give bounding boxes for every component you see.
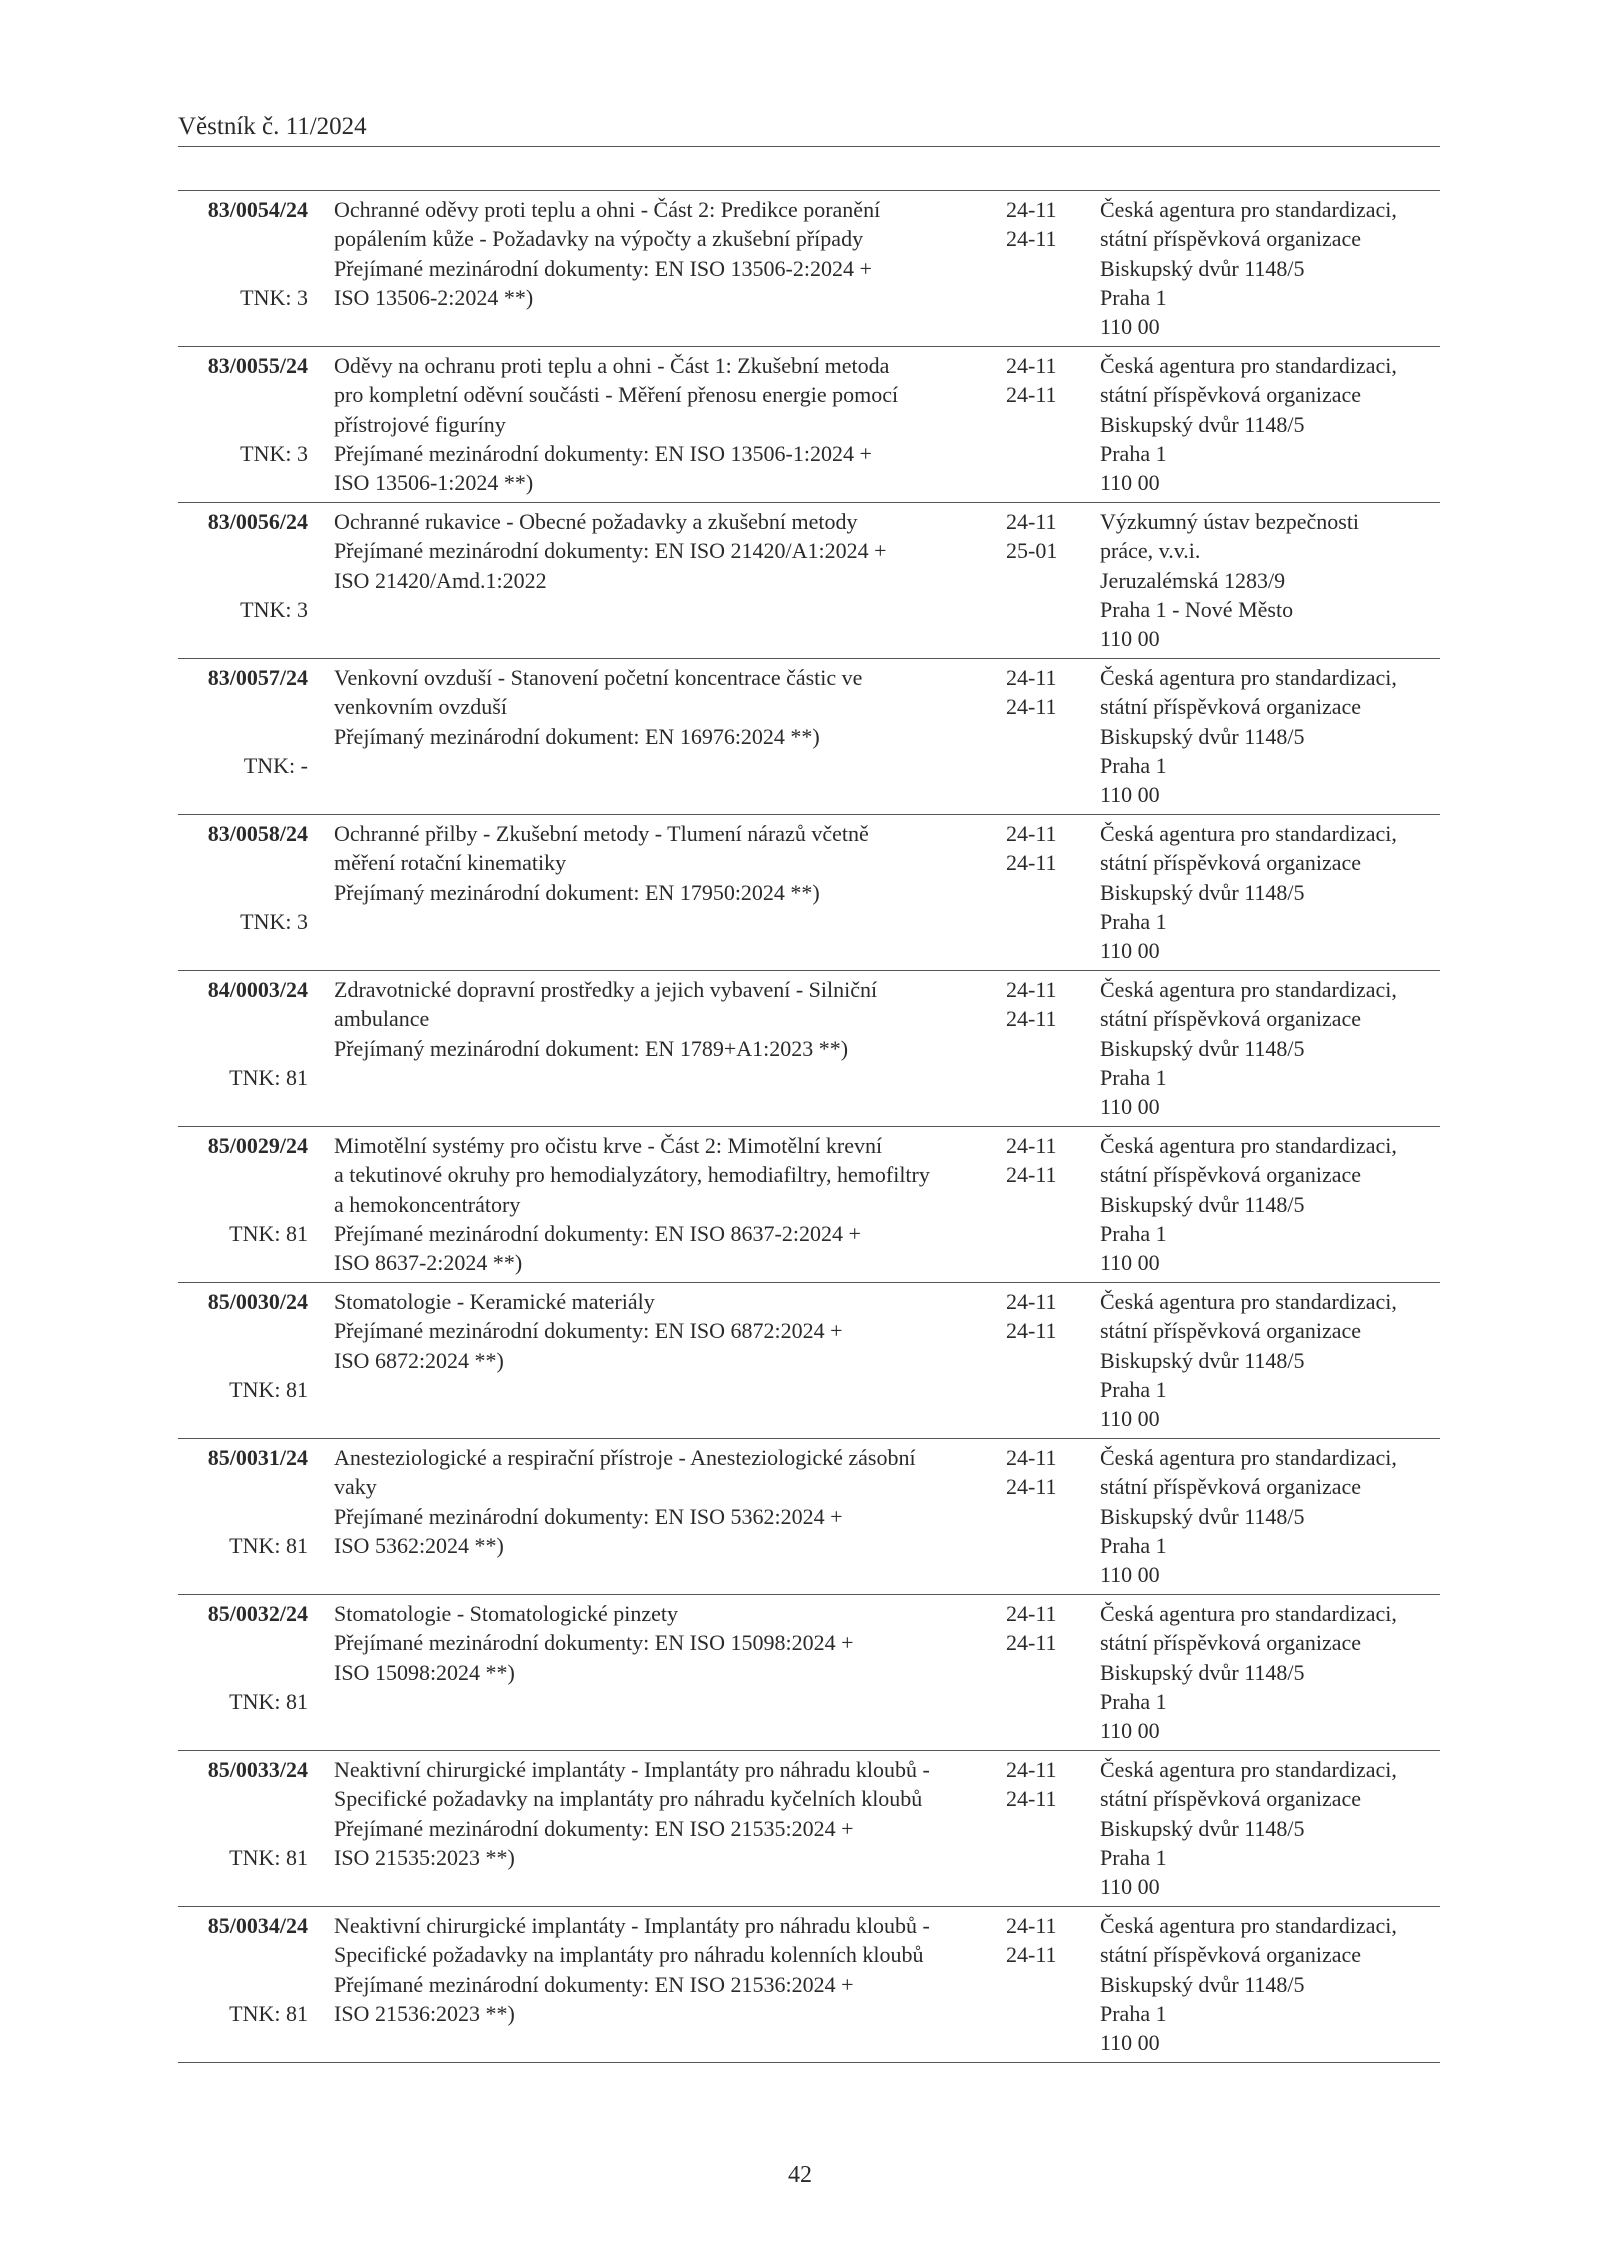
title-line: Neaktivní chirurgické implantáty - Implantáty pro náhradu kloubů - — [334, 1913, 930, 1938]
organization-line: Praha 1 — [1100, 1688, 1167, 1714]
row-code-cell — [178, 1911, 308, 2058]
standard-title-cell — [334, 195, 994, 312]
dates-cell — [1006, 1911, 1076, 1970]
title-line: ISO 21536:2023 **) — [334, 2000, 515, 2026]
title-line: Přejímané mezinárodní dokumenty: EN ISO 21535:2024 + — [334, 1815, 854, 1841]
tnk-label: TNK: 3 — [240, 908, 308, 934]
row-code-cell — [178, 351, 308, 498]
title-line: Přejímané mezinárodní dokumenty: EN ISO 6872:2024 + — [334, 1318, 843, 1344]
organization-line: Česká agentura pro standardizaci, — [1100, 1601, 1397, 1626]
date-value: 24-11 — [1006, 382, 1057, 408]
standard-code: 85/0030/24 — [207, 1289, 308, 1314]
row-code-cell — [178, 975, 308, 1122]
organization-line: 110 00 — [1100, 1562, 1160, 1588]
standard-title-cell — [334, 819, 994, 907]
row-code-cell — [178, 663, 308, 810]
title-line: Stomatologie - Stomatologické pinzety — [334, 1601, 678, 1626]
date-value: 24-11 — [1006, 1913, 1057, 1938]
row-code-cell — [178, 1755, 308, 1902]
standard-title-cell — [334, 1287, 994, 1375]
row-code-cell — [178, 1599, 308, 1746]
organization-cell — [1100, 1755, 1440, 1901]
organization-line: 110 00 — [1100, 626, 1160, 652]
title-line: Zdravotnické dopravní prostředky a jejich vybavení - Silniční — [334, 977, 878, 1002]
title-line: a tekutinové okruhy pro hemodialyzátory, hemodiafiltry, hemofiltry — [334, 1162, 930, 1188]
organization-line: Jeruzalémská 1283/9 — [1100, 567, 1286, 593]
standard-code: 83/0058/24 — [207, 821, 308, 846]
date-value: 24-11 — [1006, 1162, 1057, 1188]
organization-line: 110 00 — [1100, 2030, 1160, 2056]
organization-line: 110 00 — [1100, 1874, 1160, 1900]
title-line: Specifické požadavky na implantáty pro náhradu kolenních kloubů — [334, 1942, 924, 1968]
title-line: ISO 13506-2:2024 **) — [334, 284, 534, 310]
organization-line: Biskupský dvůr 1148/5 — [1100, 1035, 1305, 1061]
dates-cell — [1006, 819, 1076, 878]
tnk-label: TNK: - — [243, 752, 308, 778]
organization-line: Česká agentura pro standardizaci, — [1100, 197, 1397, 222]
tnk-label: TNK: 3 — [240, 440, 308, 466]
tnk-label: TNK: 81 — [229, 2000, 308, 2026]
organization-cell — [1100, 975, 1440, 1121]
organization-line: 110 00 — [1100, 1250, 1160, 1276]
organization-line: 110 00 — [1100, 938, 1160, 964]
organization-cell — [1100, 1287, 1440, 1433]
organization-cell — [1100, 1131, 1440, 1277]
organization-line: Biskupský dvůr 1148/5 — [1100, 411, 1305, 437]
organization-cell — [1100, 195, 1440, 341]
organization-line: Biskupský dvůr 1148/5 — [1100, 723, 1305, 749]
organization-line: 110 00 — [1100, 1718, 1160, 1744]
organization-line: státní příspěvková organizace — [1100, 1162, 1362, 1188]
organization-line: státní příspěvková organizace — [1100, 1630, 1362, 1656]
row-code-cell — [178, 1131, 308, 1278]
organization-line: státní příspěvková organizace — [1100, 1942, 1362, 1968]
date-value: 24-11 — [1006, 977, 1057, 1002]
organization-line: státní příspěvková organizace — [1100, 1006, 1362, 1032]
row-code-cell — [178, 819, 308, 966]
standard-code: 85/0033/24 — [207, 1757, 308, 1782]
organization-line: Praha 1 — [1100, 2000, 1167, 2026]
date-value: 24-11 — [1006, 1601, 1057, 1626]
organization-line: Česká agentura pro standardizaci, — [1100, 665, 1397, 690]
title-line: Přejímané mezinárodní dokumenty: EN ISO 5362:2024 + — [334, 1503, 843, 1529]
organization-line: Biskupský dvůr 1148/5 — [1100, 1659, 1305, 1685]
title-line: Mimotělní systémy pro očistu krve - Část 2: Mimotělní krevní — [334, 1133, 883, 1158]
date-value: 24-11 — [1006, 694, 1057, 720]
standard-code: 85/0031/24 — [207, 1445, 308, 1470]
date-value: 24-11 — [1006, 1289, 1057, 1314]
table-row — [178, 191, 1440, 347]
organization-line: Praha 1 — [1100, 1376, 1167, 1402]
standard-code: 85/0032/24 — [207, 1601, 308, 1626]
title-line: Přejímaný mezinárodní dokument: EN 16976:2024 **) — [334, 723, 820, 749]
organization-line: Biskupský dvůr 1148/5 — [1100, 1347, 1305, 1373]
standard-code: 83/0057/24 — [207, 665, 308, 690]
tnk-label: TNK: 81 — [229, 1064, 308, 1090]
organization-line: státní příspěvková organizace — [1100, 850, 1362, 876]
date-value: 24-11 — [1006, 1006, 1057, 1032]
row-code-cell — [178, 1443, 308, 1590]
title-line: popálením kůže - Požadavky na výpočty a zkušební případy — [334, 226, 864, 252]
title-line: ISO 8637-2:2024 **) — [334, 1250, 523, 1276]
date-value: 24-11 — [1006, 1942, 1057, 1968]
organization-line: Praha 1 — [1100, 1220, 1167, 1246]
title-line: venkovním ovzduší — [334, 694, 507, 720]
date-value: 24-11 — [1006, 821, 1057, 846]
tnk-label: TNK: 81 — [229, 1376, 308, 1402]
organization-line: Česká agentura pro standardizaci, — [1100, 821, 1397, 846]
date-value: 24-11 — [1006, 1445, 1057, 1470]
page-number: 42 — [788, 2162, 812, 2188]
organization-line: Česká agentura pro standardizaci, — [1100, 1289, 1397, 1314]
organization-line: státní příspěvková organizace — [1100, 1474, 1362, 1500]
organization-line: 110 00 — [1100, 470, 1160, 496]
title-line: Přejímané mezinárodní dokumenty: EN ISO 15098:2024 + — [334, 1630, 854, 1656]
title-line: ISO 21535:2023 **) — [334, 1844, 515, 1870]
dates-cell — [1006, 351, 1076, 410]
date-value: 24-11 — [1006, 353, 1057, 378]
organization-line: Praha 1 — [1100, 284, 1167, 310]
tnk-label: TNK: 81 — [229, 1532, 308, 1558]
date-value: 24-11 — [1006, 1474, 1057, 1500]
table-row — [178, 815, 1440, 971]
title-line: Neaktivní chirurgické implantáty - Implantáty pro náhradu kloubů - — [334, 1757, 930, 1782]
page-header: Věstník č. 11/2024 — [178, 113, 367, 140]
standard-title-cell — [334, 1911, 994, 2028]
dates-cell — [1006, 975, 1076, 1034]
organization-line: Praha 1 - Nové Město — [1100, 596, 1294, 622]
title-line: Ochranné přilby - Zkušební metody - Tlumení nárazů včetně — [334, 821, 869, 846]
standard-title-cell — [334, 507, 994, 595]
dates-cell — [1006, 663, 1076, 722]
tnk-label: TNK: 81 — [229, 1688, 308, 1714]
organization-line: Biskupský dvůr 1148/5 — [1100, 1503, 1305, 1529]
title-line: Přejímané mezinárodní dokumenty: EN ISO 21536:2024 + — [334, 1971, 854, 1997]
title-line: Přejímaný mezinárodní dokument: EN 17950:2024 **) — [334, 879, 820, 905]
organization-cell — [1100, 819, 1440, 965]
organization-line: Česká agentura pro standardizaci, — [1100, 977, 1397, 1002]
table-row — [178, 1283, 1440, 1439]
organization-line: 110 00 — [1100, 314, 1160, 340]
standard-title-cell — [334, 1755, 994, 1872]
table-row — [178, 659, 1440, 815]
standard-title-cell — [334, 1599, 994, 1687]
table-row — [178, 971, 1440, 1127]
organization-cell — [1100, 351, 1440, 497]
title-line: Přejímané mezinárodní dokumenty: EN ISO 21420/A1:2024 + — [334, 538, 887, 564]
organization-line: 110 00 — [1100, 782, 1160, 808]
standard-code: 83/0055/24 — [207, 353, 308, 378]
title-line: přístrojové figuríny — [334, 411, 506, 437]
title-line: měření rotační kinematiky — [334, 850, 567, 876]
standard-title-cell — [334, 1131, 994, 1277]
date-value: 25-01 — [1006, 538, 1058, 564]
organization-cell — [1100, 663, 1440, 809]
title-line: ISO 6872:2024 **) — [334, 1347, 504, 1373]
organization-line: státní příspěvková organizace — [1100, 694, 1362, 720]
table-row — [178, 1907, 1440, 2063]
organization-cell — [1100, 1911, 1440, 2057]
table-row — [178, 1595, 1440, 1751]
dates-cell — [1006, 1131, 1076, 1190]
tnk-label: TNK: 81 — [229, 1220, 308, 1246]
dates-cell — [1006, 507, 1076, 566]
standard-title-cell — [334, 351, 994, 497]
date-value: 24-11 — [1006, 1757, 1057, 1782]
organization-line: Praha 1 — [1100, 1532, 1167, 1558]
organization-line: Praha 1 — [1100, 440, 1167, 466]
organization-line: státní příspěvková organizace — [1100, 382, 1362, 408]
organization-line: Česká agentura pro standardizaci, — [1100, 1913, 1397, 1938]
date-value: 24-11 — [1006, 509, 1057, 534]
organization-line: Praha 1 — [1100, 1844, 1167, 1870]
tnk-label: TNK: 3 — [240, 284, 308, 310]
tnk-label: TNK: 81 — [229, 1844, 308, 1870]
date-value: 24-11 — [1006, 226, 1057, 252]
title-line: Přejímaný mezinárodní dokument: EN 1789+A1:2023 **) — [334, 1035, 849, 1061]
organization-line: Praha 1 — [1100, 908, 1167, 934]
organization-line: státní příspěvková organizace — [1100, 226, 1362, 252]
date-value: 24-11 — [1006, 1318, 1057, 1344]
standard-code: 85/0034/24 — [207, 1913, 308, 1938]
title-line: Anesteziologické a respirační přístroje - Anesteziologické zásobní — [334, 1445, 916, 1470]
organization-line: Biskupský dvůr 1148/5 — [1100, 1815, 1305, 1841]
header-divider — [178, 146, 1440, 147]
title-line: vaky — [334, 1474, 377, 1500]
dates-cell — [1006, 1443, 1076, 1502]
organization-line: Biskupský dvůr 1148/5 — [1100, 879, 1305, 905]
date-value: 24-11 — [1006, 197, 1057, 222]
organization-line: Česká agentura pro standardizaci, — [1100, 1133, 1397, 1158]
organization-line: Česká agentura pro standardizaci, — [1100, 1757, 1397, 1782]
date-value: 24-11 — [1006, 1630, 1057, 1656]
title-line: ISO 5362:2024 **) — [334, 1532, 504, 1558]
date-value: 24-11 — [1006, 665, 1057, 690]
organization-cell — [1100, 1443, 1440, 1589]
organization-line: Česká agentura pro standardizaci, — [1100, 1445, 1397, 1470]
organization-line: státní příspěvková organizace — [1100, 1318, 1362, 1344]
date-value: 24-11 — [1006, 850, 1057, 876]
organization-line: 110 00 — [1100, 1406, 1160, 1432]
title-line: Oděvy na ochranu proti teplu a ohni - Část 1: Zkušební metoda — [334, 353, 890, 378]
organization-line: Biskupský dvůr 1148/5 — [1100, 255, 1305, 281]
title-line: a hemokoncentrátory — [334, 1191, 521, 1217]
organization-line: Biskupský dvůr 1148/5 — [1100, 1191, 1305, 1217]
title-line: ambulance — [334, 1006, 430, 1032]
title-line: Přejímané mezinárodní dokumenty: EN ISO 8637-2:2024 + — [334, 1220, 861, 1246]
date-value: 24-11 — [1006, 1786, 1057, 1812]
dates-cell — [1006, 195, 1076, 254]
organization-cell — [1100, 1599, 1440, 1745]
title-line: Přejímané mezinárodní dokumenty: EN ISO 13506-2:2024 + — [334, 255, 872, 281]
standard-title-cell — [334, 1443, 994, 1560]
organization-cell — [1100, 507, 1440, 653]
table-row — [178, 347, 1440, 503]
standard-title-cell — [334, 663, 994, 751]
organization-line: Výzkumný ústav bezpečnosti — [1100, 509, 1360, 534]
standard-title-cell — [334, 975, 994, 1063]
organization-line: Biskupský dvůr 1148/5 — [1100, 1971, 1305, 1997]
table-row — [178, 1439, 1440, 1595]
title-line: Venkovní ovzduší - Stanovení početní koncentrace částic ve — [334, 665, 863, 690]
organization-line: Česká agentura pro standardizaci, — [1100, 353, 1397, 378]
dates-cell — [1006, 1599, 1076, 1658]
title-line: Ochranné rukavice - Obecné požadavky a zkušební metody — [334, 509, 858, 534]
date-value: 24-11 — [1006, 1133, 1057, 1158]
title-line: Stomatologie - Keramické materiály — [334, 1289, 655, 1314]
title-line: ISO 21420/Amd.1:2022 — [334, 567, 547, 593]
standard-code: 83/0054/24 — [207, 197, 308, 222]
dates-cell — [1006, 1287, 1076, 1346]
row-code-cell — [178, 195, 308, 342]
tnk-label: TNK: 3 — [240, 596, 308, 622]
standard-code: 85/0029/24 — [207, 1133, 308, 1158]
table-row — [178, 503, 1440, 659]
organization-line: 110 00 — [1100, 1094, 1160, 1120]
standard-code: 83/0056/24 — [207, 509, 308, 534]
dates-cell — [1006, 1755, 1076, 1814]
table-row — [178, 1127, 1440, 1283]
title-line: pro kompletní oděvní součásti - Měření přenosu energie pomocí — [334, 382, 899, 408]
table-row — [178, 1751, 1440, 1907]
title-line: Přejímané mezinárodní dokumenty: EN ISO 13506-1:2024 + — [334, 440, 872, 466]
standard-code: 84/0003/24 — [207, 977, 308, 1002]
standards-table — [178, 190, 1440, 2063]
organization-line: státní příspěvková organizace — [1100, 1786, 1362, 1812]
row-code-cell — [178, 507, 308, 654]
organization-line: Praha 1 — [1100, 752, 1167, 778]
organization-line: Praha 1 — [1100, 1064, 1167, 1090]
title-line: ISO 15098:2024 **) — [334, 1659, 515, 1685]
title-line: Ochranné oděvy proti teplu a ohni - Část 2: Predikce poranění — [334, 197, 881, 222]
organization-line: práce, v.v.i. — [1100, 538, 1201, 564]
row-code-cell — [178, 1287, 308, 1434]
title-line: Specifické požadavky na implantáty pro náhradu kyčelních kloubů — [334, 1786, 923, 1812]
title-line: ISO 13506-1:2024 **) — [334, 470, 534, 496]
